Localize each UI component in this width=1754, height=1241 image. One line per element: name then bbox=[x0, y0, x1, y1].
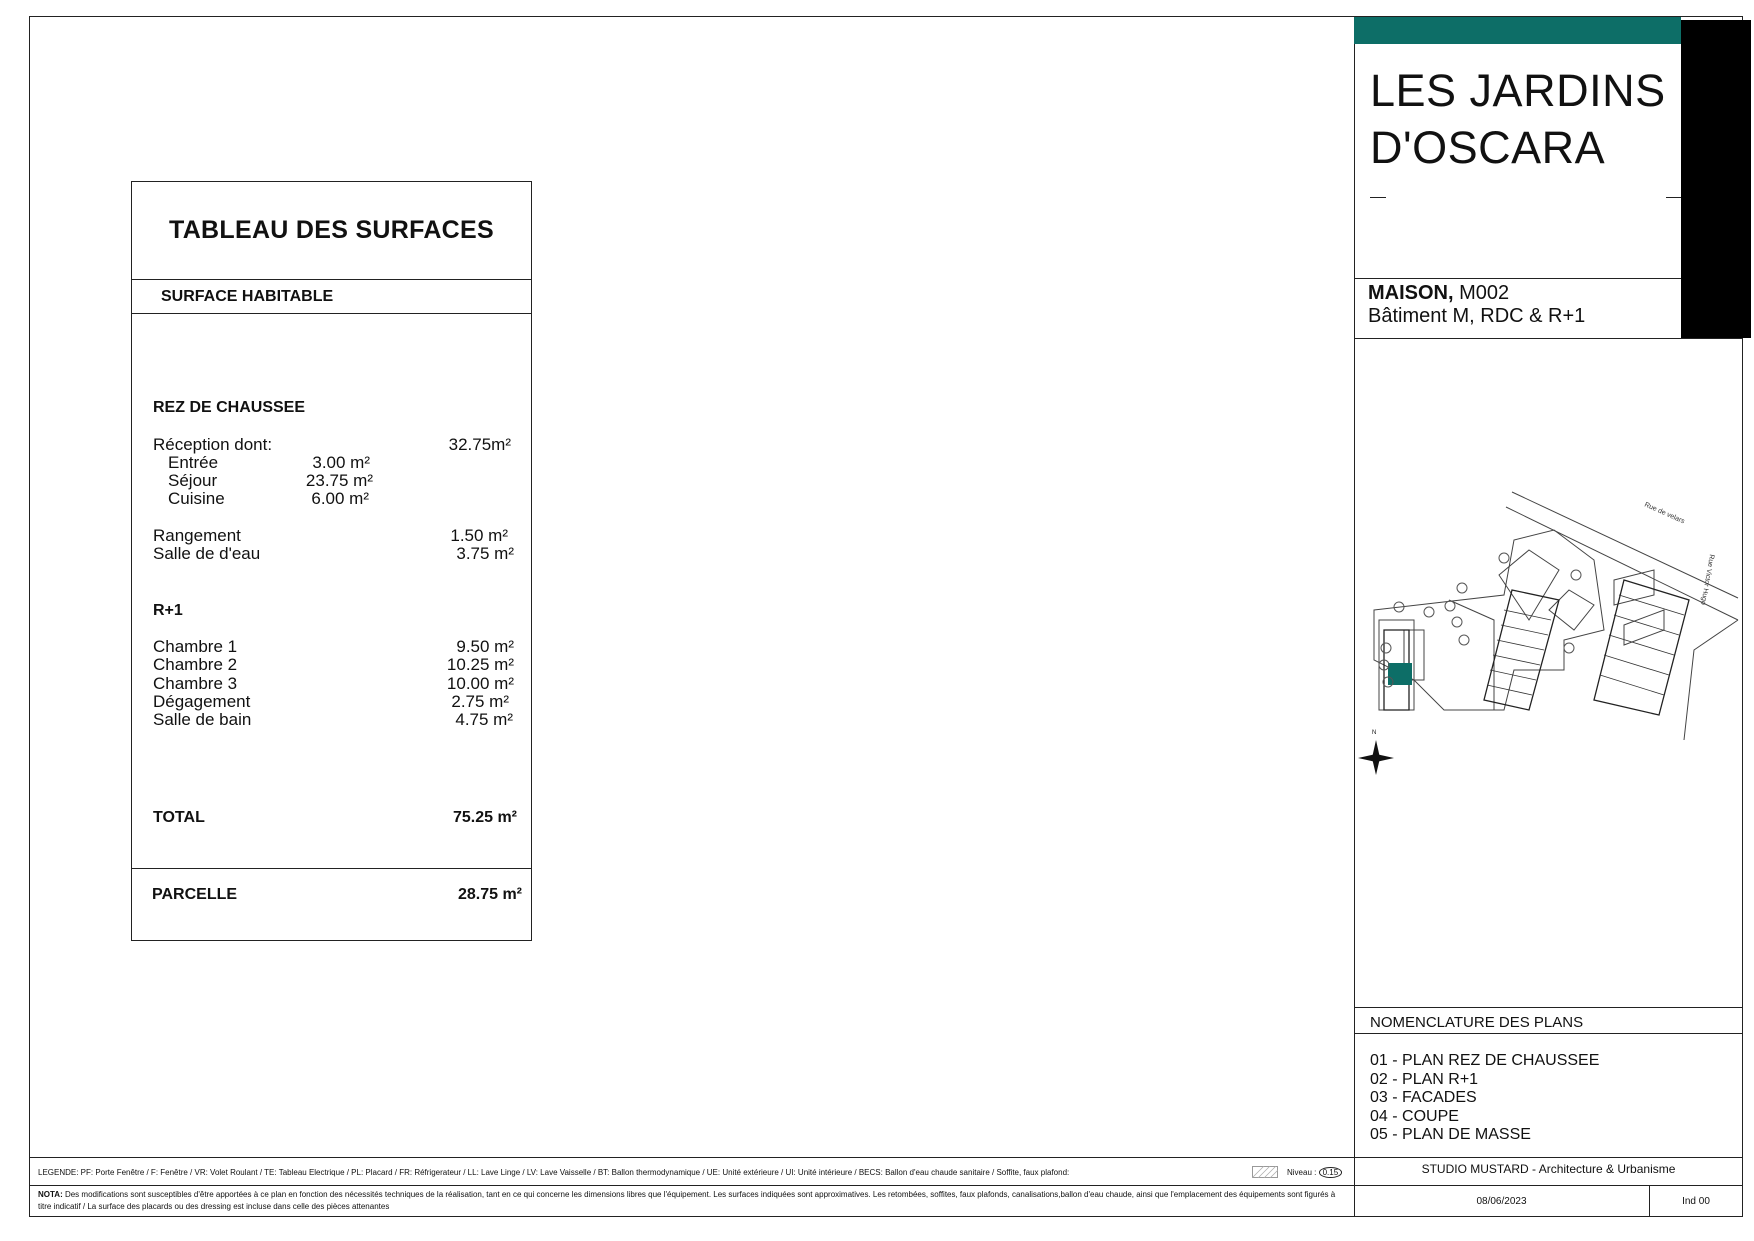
plan-date: 08/06/2023 bbox=[1476, 1196, 1527, 1207]
list-item: 01 - PLAN REZ DE CHAUSSEE bbox=[1370, 1052, 1600, 1069]
degagement-value: 2.75 m² bbox=[451, 692, 509, 711]
chambre2-label: Chambre 2 bbox=[153, 655, 238, 674]
rangement-label: Rangement bbox=[153, 526, 241, 545]
reception-label: Réception dont: bbox=[153, 435, 273, 454]
street-hugo bbox=[1684, 620, 1738, 740]
studio-credit: STUDIO MUSTARD - Architecture & Urbanisme bbox=[1421, 1162, 1676, 1176]
panel-divider-3 bbox=[1354, 1007, 1743, 1008]
nomenclature-title: NOMENCLATURE DES PLANS bbox=[1370, 1014, 1584, 1031]
total-label: TOTAL bbox=[153, 809, 205, 826]
panel-divider-1 bbox=[1354, 278, 1681, 279]
footer-mid-line bbox=[29, 1185, 1743, 1186]
north-arrow-icon bbox=[1358, 730, 1394, 775]
panel-divider-2 bbox=[1354, 338, 1743, 339]
accent-bar bbox=[1354, 17, 1681, 44]
rangement-value: 1.50 m² bbox=[450, 526, 508, 545]
project-title-line1: LES JARDINS bbox=[1370, 65, 1666, 116]
sejour-value: 23.75 m² bbox=[305, 471, 373, 490]
salle-bain-label: Salle de bain bbox=[153, 710, 252, 729]
site-plan bbox=[1354, 480, 1743, 840]
rdc-heading: REZ DE CHAUSSEE bbox=[153, 399, 306, 416]
table-subtitle: SURFACE HABITABLE bbox=[132, 280, 531, 314]
table-divider bbox=[132, 868, 531, 869]
salle-eau-value: 3.75 m² bbox=[456, 544, 514, 563]
degagement-label: Dégagement bbox=[153, 692, 251, 711]
chambre3-label: Chambre 3 bbox=[153, 674, 238, 693]
list-item: 05 - PLAN DE MASSE bbox=[1370, 1126, 1531, 1143]
parcelle-label: PARCELLE bbox=[152, 886, 238, 903]
north-label: N bbox=[1372, 730, 1377, 736]
cuisine-value: 6.00 m² bbox=[311, 489, 369, 508]
footer-top-line bbox=[29, 1157, 1743, 1158]
hatch-swatch-icon bbox=[1252, 1166, 1278, 1178]
list-item: 04 - COUPE bbox=[1370, 1107, 1459, 1125]
tick-right bbox=[1666, 197, 1681, 198]
nota-text bbox=[38, 1189, 1338, 1213]
table-title: TABLEAU DES SURFACES bbox=[132, 182, 531, 280]
building-block-b bbox=[1594, 580, 1689, 715]
salle-eau-label: Salle de d'eau bbox=[153, 544, 261, 563]
chambre2-value: 10.25 m² bbox=[446, 655, 514, 674]
nota-label: NOTA: bbox=[38, 1190, 63, 1199]
building-info: Bâtiment M, RDC & R+1 bbox=[1368, 305, 1586, 327]
highlighted-lot bbox=[1388, 663, 1412, 685]
panel-divider-4 bbox=[1354, 1033, 1743, 1034]
reception-value: 32.75m² bbox=[448, 435, 511, 454]
project-title bbox=[1370, 62, 1666, 176]
house-code: M002 bbox=[1453, 282, 1510, 304]
niveau-value: 0.15 bbox=[1319, 1167, 1343, 1178]
legend-text: LEGENDE: PF: Porte Fenêtre / F: Fenêtre / VR: Volet Roulant / TE: Tableau Electrique / PL: Placard / FR: Réfrigerateur / LL: Lave Linge / LV: Lave Vaisselle / BT: Ballon thermodynamique / UE: Unité extérieure / UI: Unité intérieure / BECS: Ballon d'eau chaude sanitaire / Soffite, faux plafond: bbox=[38, 1168, 1070, 1177]
project-title-line2: D'OSCARA bbox=[1370, 122, 1606, 173]
entree-label: Entrée bbox=[168, 453, 219, 472]
nota-body: Des modifications sont susceptibles d'être apportées à ce plan en fonction des nécessités techniques de la réalisation, tant en ce qui concerne les dimensions libres que l'équipement. Les surfaces indiquées sont approximatives. Les retombées, soffites, faux plafonds, canalisations,ballon d'eau chaude, ainsi que l'emplacement des équipements sont figurés à titre indicatif / La surface des placards ou des dressing est incluse dans celle des pièces attenantes bbox=[38, 1190, 1336, 1211]
chambre1-value: 9.50 m² bbox=[456, 637, 514, 656]
list-item: 02 - PLAN R+1 bbox=[1370, 1070, 1479, 1088]
house-info bbox=[1368, 282, 1585, 328]
niveau-label: Niveau : bbox=[1287, 1168, 1317, 1177]
salle-bain-value: 4.75 m² bbox=[455, 710, 513, 729]
plan-index: Ind 00 bbox=[1682, 1196, 1710, 1207]
chambre1-label: Chambre 1 bbox=[153, 637, 238, 656]
street-label-hugo: Rue Victor Hugo bbox=[1699, 553, 1715, 606]
list-item: 03 - FACADES bbox=[1370, 1089, 1477, 1106]
house-type: MAISON, bbox=[1368, 282, 1454, 304]
parcelle-value: 28.75 m² bbox=[457, 886, 522, 903]
tick-left bbox=[1370, 197, 1386, 198]
total-value: 75.25 m² bbox=[452, 809, 517, 826]
street-label-velars: Rue de velars bbox=[1643, 501, 1686, 526]
cuisine-label: Cuisine bbox=[168, 489, 225, 508]
surfaces-table bbox=[131, 181, 532, 941]
nomenclature-list bbox=[1370, 1052, 1599, 1145]
niveau bbox=[1287, 1167, 1342, 1178]
sejour-label: Séjour bbox=[168, 471, 218, 490]
entree-value: 3.00 m² bbox=[312, 453, 370, 472]
redaction-block bbox=[1681, 20, 1751, 338]
chambre3-value: 10.00 m² bbox=[446, 674, 514, 693]
r1-heading: R+1 bbox=[153, 602, 183, 619]
